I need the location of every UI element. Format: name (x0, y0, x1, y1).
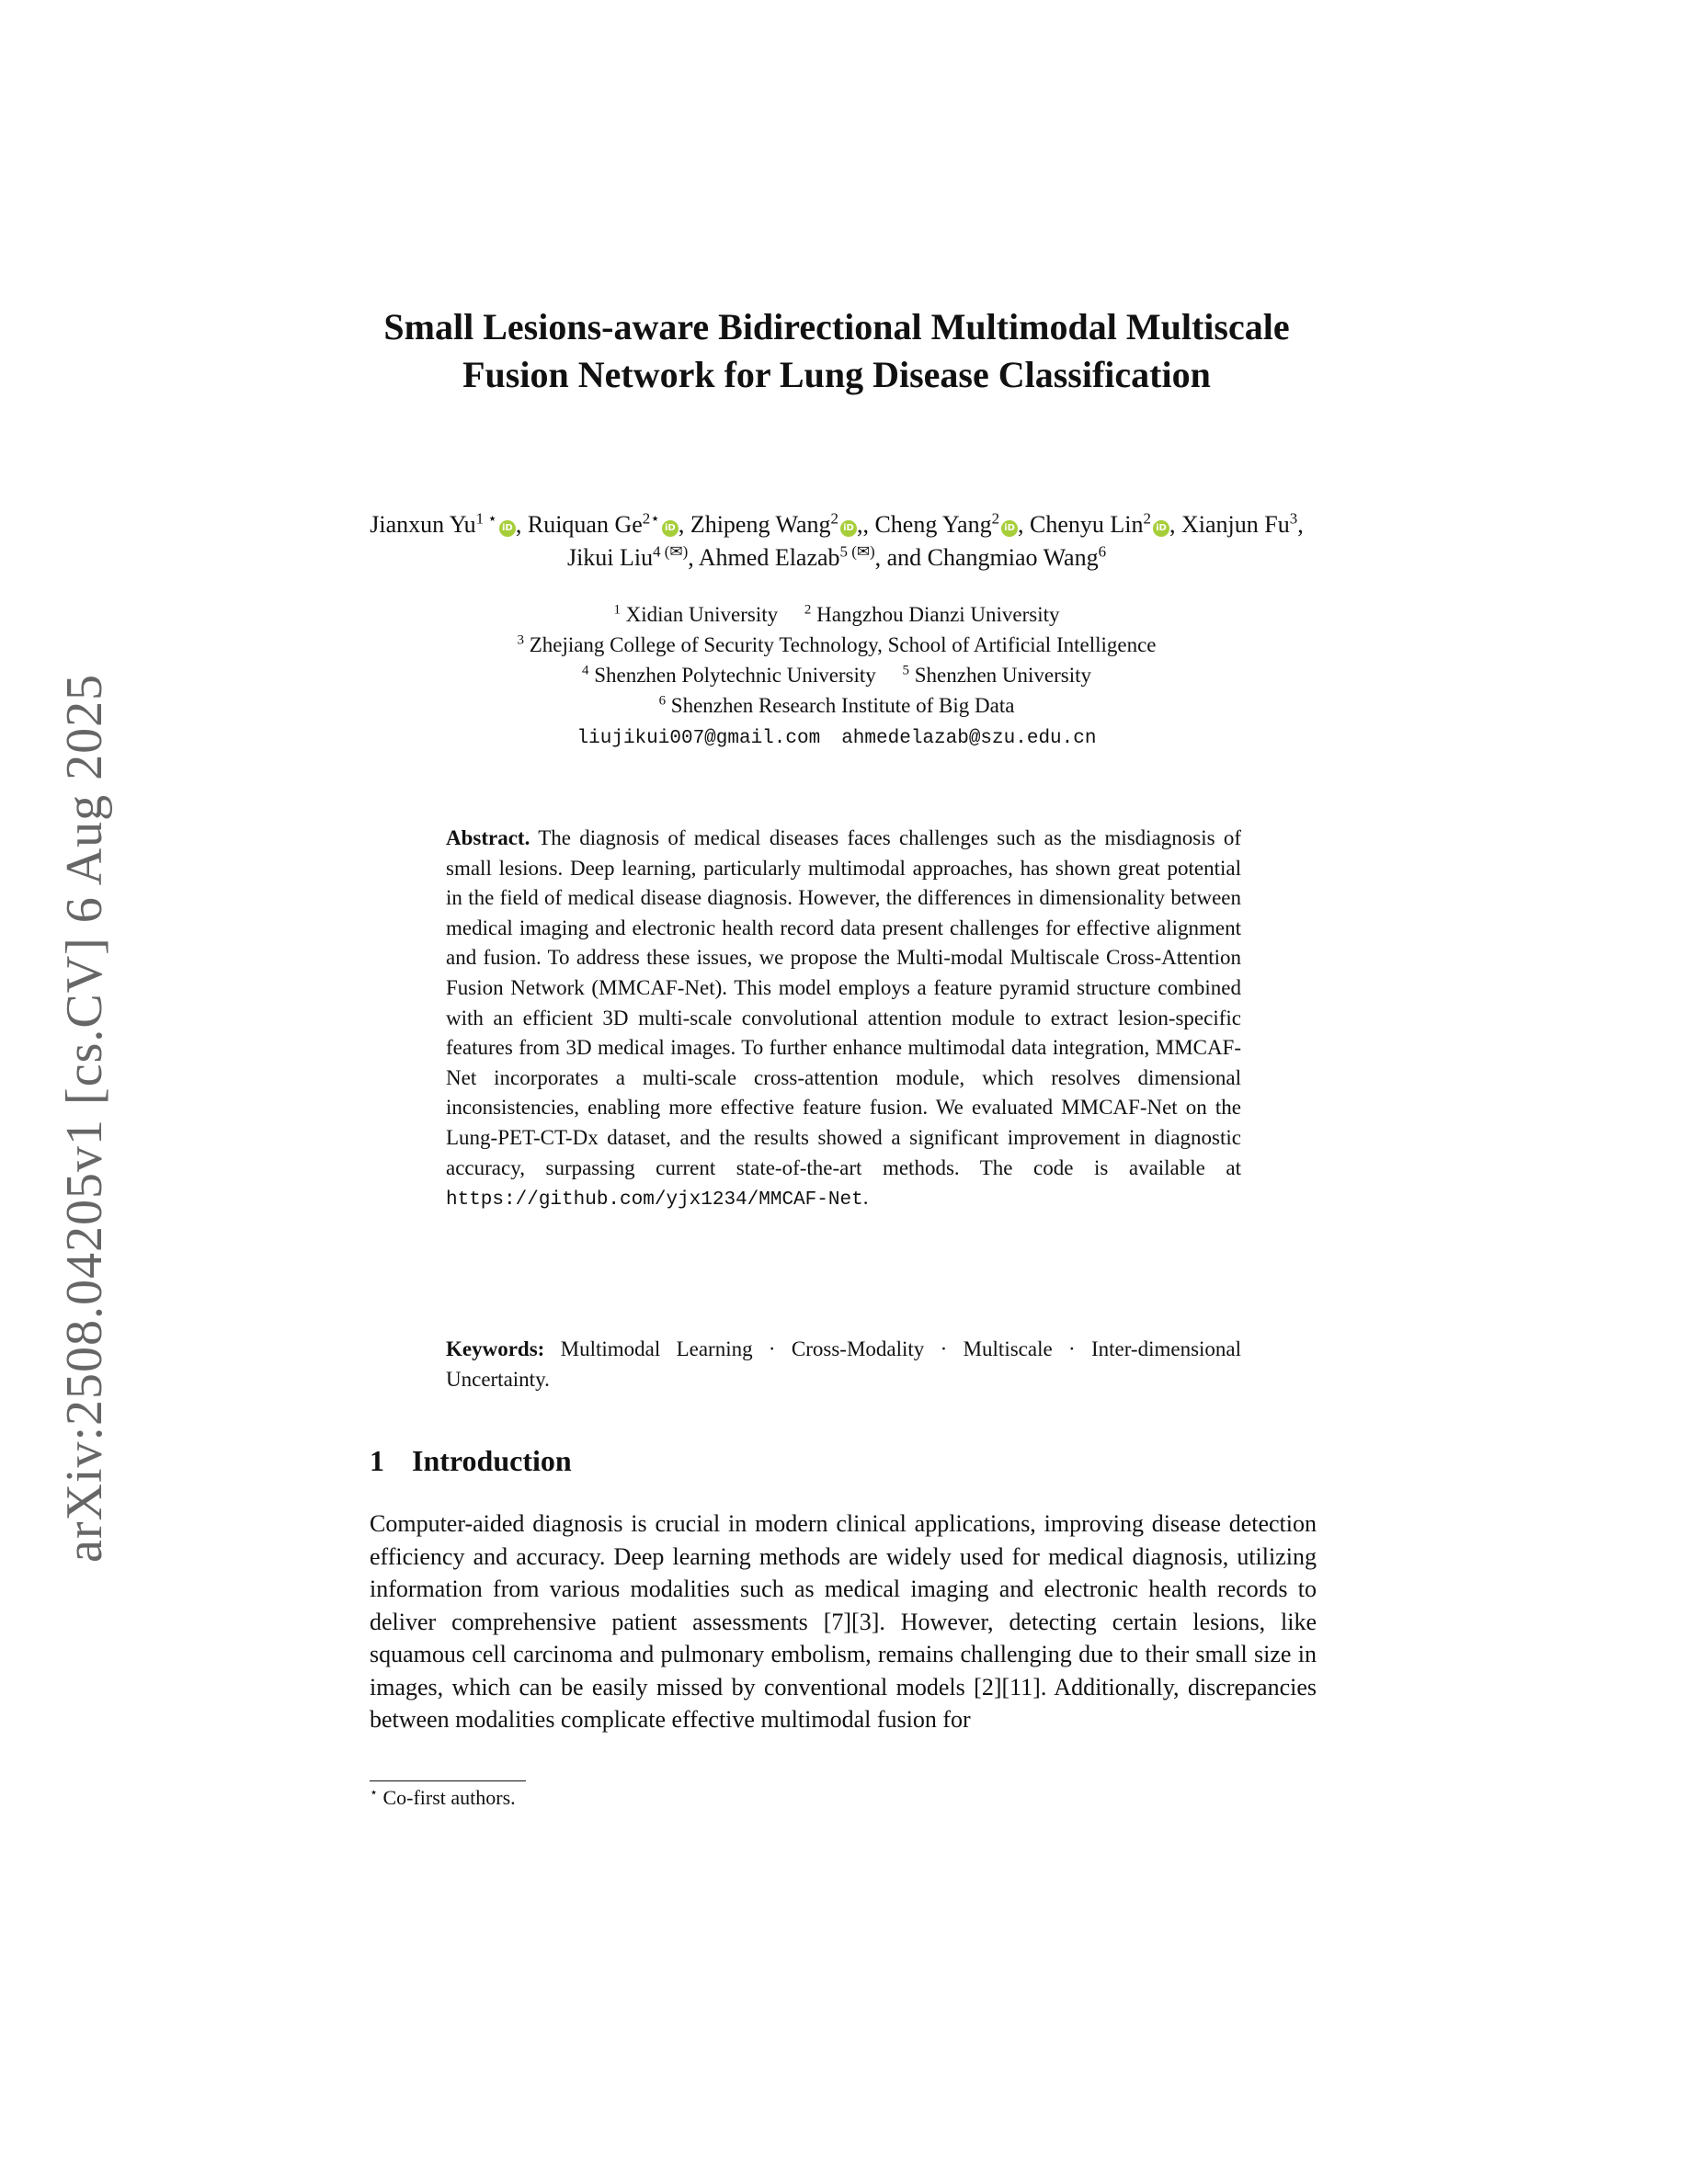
author-name: Ahmed Elazab (698, 544, 840, 571)
author-sup: 5 (✉) (839, 542, 875, 561)
affiliations (349, 599, 1324, 754)
email-link[interactable]: liujikui007@gmail.com (576, 728, 821, 749)
orcid-icon[interactable]: iD (1153, 520, 1169, 537)
email-link[interactable]: ahmedelazab@szu.edu.cn (841, 728, 1097, 749)
affiliation: Xidian University (625, 603, 779, 626)
intro-paragraph: Computer-aided diagnosis is crucial in modern clinical applications, improving disease detection efficiency and accuracy. Deep learning methods are widely used for medical diagnosis, utilizing information from various modalities such as medical imaging and electronic health records to deliver comprehensive patient assessments [7][3]. However, detecting certain lesions, like squamous cell carcinoma and pulmonary embolism, remains challenging due to their small size in images, which can be easily missed by conventional models [2][11]. Additionally, discrepancies between modalities complicate effective multimodal fusion for (370, 1510, 1317, 1733)
abstract-label: Abstract. (446, 826, 530, 849)
author-name: Zhipeng Wang (690, 511, 831, 538)
author-name: Ruiquan Ge (527, 511, 643, 538)
footnote (370, 1786, 516, 1810)
affiliation: Zhejiang College of Security Technology, School of Artificial Intelligence (529, 633, 1157, 656)
orcid-icon[interactable]: iD (840, 520, 857, 537)
author-name: Jianxun Yu (370, 511, 476, 538)
keywords-text: Multimodal Learning · Cross-Modality · Multiscale · Inter-dimensional Uncertainty. (446, 1337, 1242, 1391)
author-name: Changmiao Wang (927, 544, 1099, 571)
affiliation-line-4: $^6$ Shenzhen Research Institute of Big Data (658, 693, 1015, 717)
author-list: Jianxun $Yu^{1 ⋆}iD$ , Ruiquan $Ge^{2⋆}iD$ , Zhipeng Wang$^2$iD ,, Cheng Yang$^2$iD , Chenyu Lin$^2$iD , Xianjun Fu$^3$, Jikui Liu$^{4 (✉)}$, Ahmed Elazab$^{5 (✉)}$, and Changmiao Wang$^6$ (370, 509, 1304, 571)
orcid-icon[interactable]: iD (1001, 520, 1018, 537)
affiliation-line-2: $^3$ Zhejiang College of Security Technology, School of Artificial Intelligence (517, 632, 1157, 656)
arxiv-side-stamp: arXiv:2508.04205v1 [cs.CV] 6 Aug 2025 (56, 673, 113, 1563)
email-line (349, 721, 1324, 754)
affiliation: Shenzhen Polytechnic University (594, 664, 876, 687)
author-sup: 2 (991, 509, 1000, 528)
author-name: Jikui Liu (566, 544, 654, 571)
orcid-icon[interactable]: iD (662, 520, 679, 537)
author-sup: 2 (1143, 509, 1151, 528)
orcid-icon[interactable]: iD (499, 520, 516, 537)
author-name: Xianjun Fu (1181, 511, 1290, 538)
keywords-label: Keywords: (446, 1337, 545, 1360)
author-sup: 6 (1098, 542, 1107, 561)
affiliation-line-1: $^1$ Xidian University $^2$ Hangzhou Dianzi University (613, 602, 1060, 626)
author-name: Chenyu Lin (1030, 511, 1144, 538)
footnote-mark: ⋆ (370, 1785, 378, 1801)
abstract: Abstract. The diagnosis of medical diseases faces challenges such as the misdiagnosis of small lesions. Deep learning, particularly multimodal approaches, has shown great potential in the field of medical disease diagnosis. However, the differences in dimensionality between medical imaging and electronic health record data present challenges for effective alignment and fusion. To address these issues, we propose the Multi-modal Multiscale Cross-Attention Fusion Network (MMCAF-Net). This model employs a feature pyramid structure combined with an efficient 3D multi-scale convolutional attention module to extract lesion-specific features from 3D medical images. To further enhance multimodal data integration, MMCAF-Net incorporates a multi-scale cross-attention module, which resolves dimensional inconsistencies, enabling more effective feature fusion. We evaluated MMCAF-Net on the Lung-PET-CT-Dx dataset, and the results showed a significant improvement in diagnostic accuracy, surpassing current state-of-the-art methods. The code is available at https://github.com/yjx1234/MMCAF-Net. (446, 826, 1241, 1211)
affiliation: Shenzhen University (914, 664, 1092, 687)
code-url-link[interactable]: https://github.com/yjx1234/MMCAF-Net (446, 1189, 863, 1211)
paper-title: Small Lesions-aware Bidirectional Multimodal Multiscale Fusion Network for Lung Disease Classification (383, 306, 1290, 395)
section-number: 1 (370, 1444, 384, 1477)
author-sup: 1 ⋆ (475, 509, 497, 528)
affiliation: Hangzhou Dianzi University (816, 603, 1060, 626)
footnote-text: Co-first authors. (382, 1786, 516, 1809)
author-sup: 2⋆ (642, 509, 660, 528)
author-sup: 3 (1289, 509, 1298, 528)
footnote-rule (370, 1780, 526, 1781)
author-name: Cheng Yang (874, 511, 992, 538)
section-title: Introduction (412, 1444, 572, 1477)
author-sup: 4 (✉) (653, 542, 689, 561)
keywords (446, 1335, 1241, 1394)
author-sup: 2 (830, 509, 838, 528)
abstract-text: The diagnosis of medical diseases faces challenges such as the misdiagnosis of small lesions. Deep learning, particularly multimodal approaches, has shown great potential in the field of medical disease diagnosis. However, the differences in dimensionality between medical imaging and electronic health record data present challenges for effective alignment and fusion. To address these issues, we propose the Multi-modal Multiscale Cross-Attention Fusion Network (MMCAF-Net). This model employs a feature pyramid structure combined with an efficient 3D multi-scale convolutional attention module to extract lesion-specific features from 3D medical images. To further enhance multimodal data integration, MMCAF-Net incorporates a multi-scale cross-attention module, which resolves dimensional inconsistencies, enabling more effective feature fusion. We evaluated MMCAF-Net on the Lung-PET-CT-Dx dataset, and the results showed a significant improvement in diagnostic accuracy, surpassing current state-of-the-art methods. The code is available at (446, 826, 1241, 1179)
section-heading (370, 1444, 572, 1478)
affiliation-line-3: $^4$ Shenzhen Polytechnic University $^5$ Shenzhen University (581, 663, 1092, 687)
affiliation: Shenzhen Research Institute of Big Data (670, 694, 1015, 717)
